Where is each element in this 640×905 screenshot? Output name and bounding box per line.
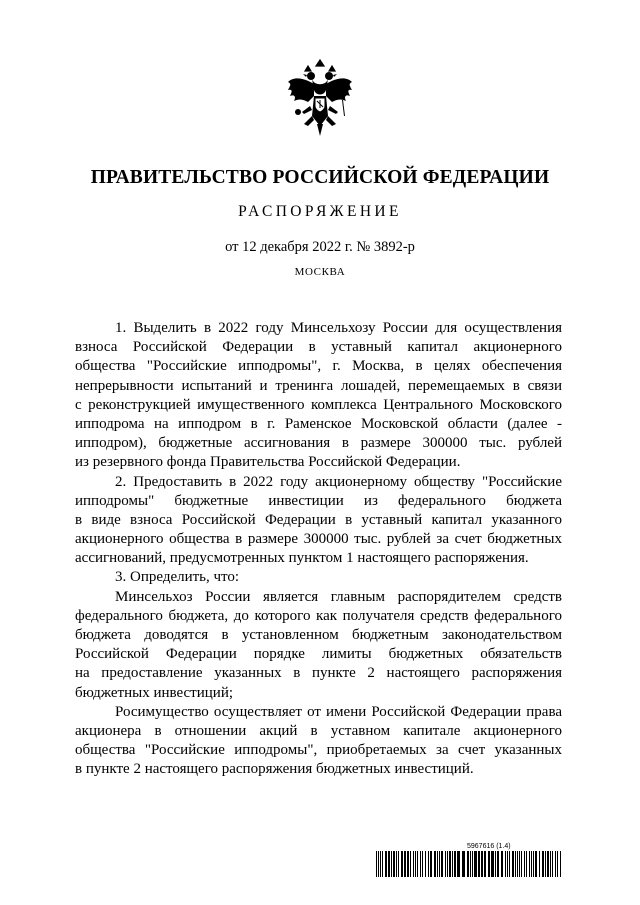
text-line: ипподром), бюджетные ассигнования в размере 300000 тыс. рублей (75, 435, 562, 452)
text-line: в пункте 2 настоящего распоряжения бюджетных инвестиций. (75, 761, 474, 778)
document-city: МОСКВА (294, 266, 346, 278)
text-line: ипподрома на ипподром в г. Раменское Московской области (далее - (75, 415, 562, 432)
text-line: 3. Определить, что: (115, 569, 240, 586)
text-line: на предоставление указанных в пункте 2 настоящего распоряжения (75, 665, 562, 682)
text-line: ассигнований, предусмотренных пунктом 1 настоящего распоряжения. (75, 550, 529, 567)
text-line: в виде взноса Российской Федерации в уставный капитал указанного (75, 511, 562, 528)
text-line: Российской Федерации порядке лимиты бюджетных обязательств (75, 646, 562, 663)
text-line: бюджетных инвестиций; (75, 684, 234, 701)
barcode-icon (376, 851, 562, 877)
paragraph-2 (75, 473, 562, 569)
paragraph-4 (75, 588, 562, 703)
text-line: взноса Российской Федерации в уставный капитал акционерного (75, 339, 562, 356)
text-line: 2. Предоставить в 2022 году акционерному обществу "Российские (115, 473, 562, 490)
document-code: 5967616 (1.4) (467, 843, 511, 850)
text-line: с реконструкцией имущественного комплекса Центрального Московского (75, 396, 562, 413)
text-line: непрерывности испытаний и тренинга лошадей, перемещаемых в связи (75, 377, 562, 394)
government-title: ПРАВИТЕЛЬСТВО РОССИЙСКОЙ ФЕДЕРАЦИИ (90, 167, 550, 188)
document-type: РАСПОРЯЖЕНИЕ (238, 203, 402, 220)
text-line: акционера в отношении акций в уставном капитале акционерного (75, 722, 562, 739)
text-line: акционерного общества в размере 300000 тыс. рублей за счет бюджетных (75, 531, 562, 548)
document-body (75, 319, 562, 780)
paragraph-1 (75, 319, 562, 473)
text-line: Минсельхоз России является главным распорядителем средств (115, 588, 562, 605)
document-date-number: от 12 декабря 2022 г. № 3892-р (225, 239, 415, 255)
paragraph-3 (75, 568, 562, 587)
text-line: общества "Российские ипподромы", г. Москва, в целях обеспечения (75, 358, 562, 375)
text-line: ипподромы" бюджетные инвестиции из федерального бюджета (75, 492, 562, 509)
paragraph-5 (75, 703, 562, 780)
text-line: 1. Выделить в 2022 году Минсельхозу России для осуществления (115, 320, 562, 336)
text-line: федерального бюджета, до которого как получателя средств федерального (75, 607, 562, 624)
text-line: из резервного фонда Правительства Российской Федерации. (75, 454, 461, 471)
text-line: бюджета доводятся в установленном бюджетным законодательством (75, 627, 562, 643)
text-line: общества "Российские ипподромы", приобретаемых за счет указанных (75, 742, 562, 759)
russian-coat-of-arms-icon (284, 56, 356, 144)
text-line: Росимущество осуществляет от имени Российской Федерации права (115, 703, 562, 720)
